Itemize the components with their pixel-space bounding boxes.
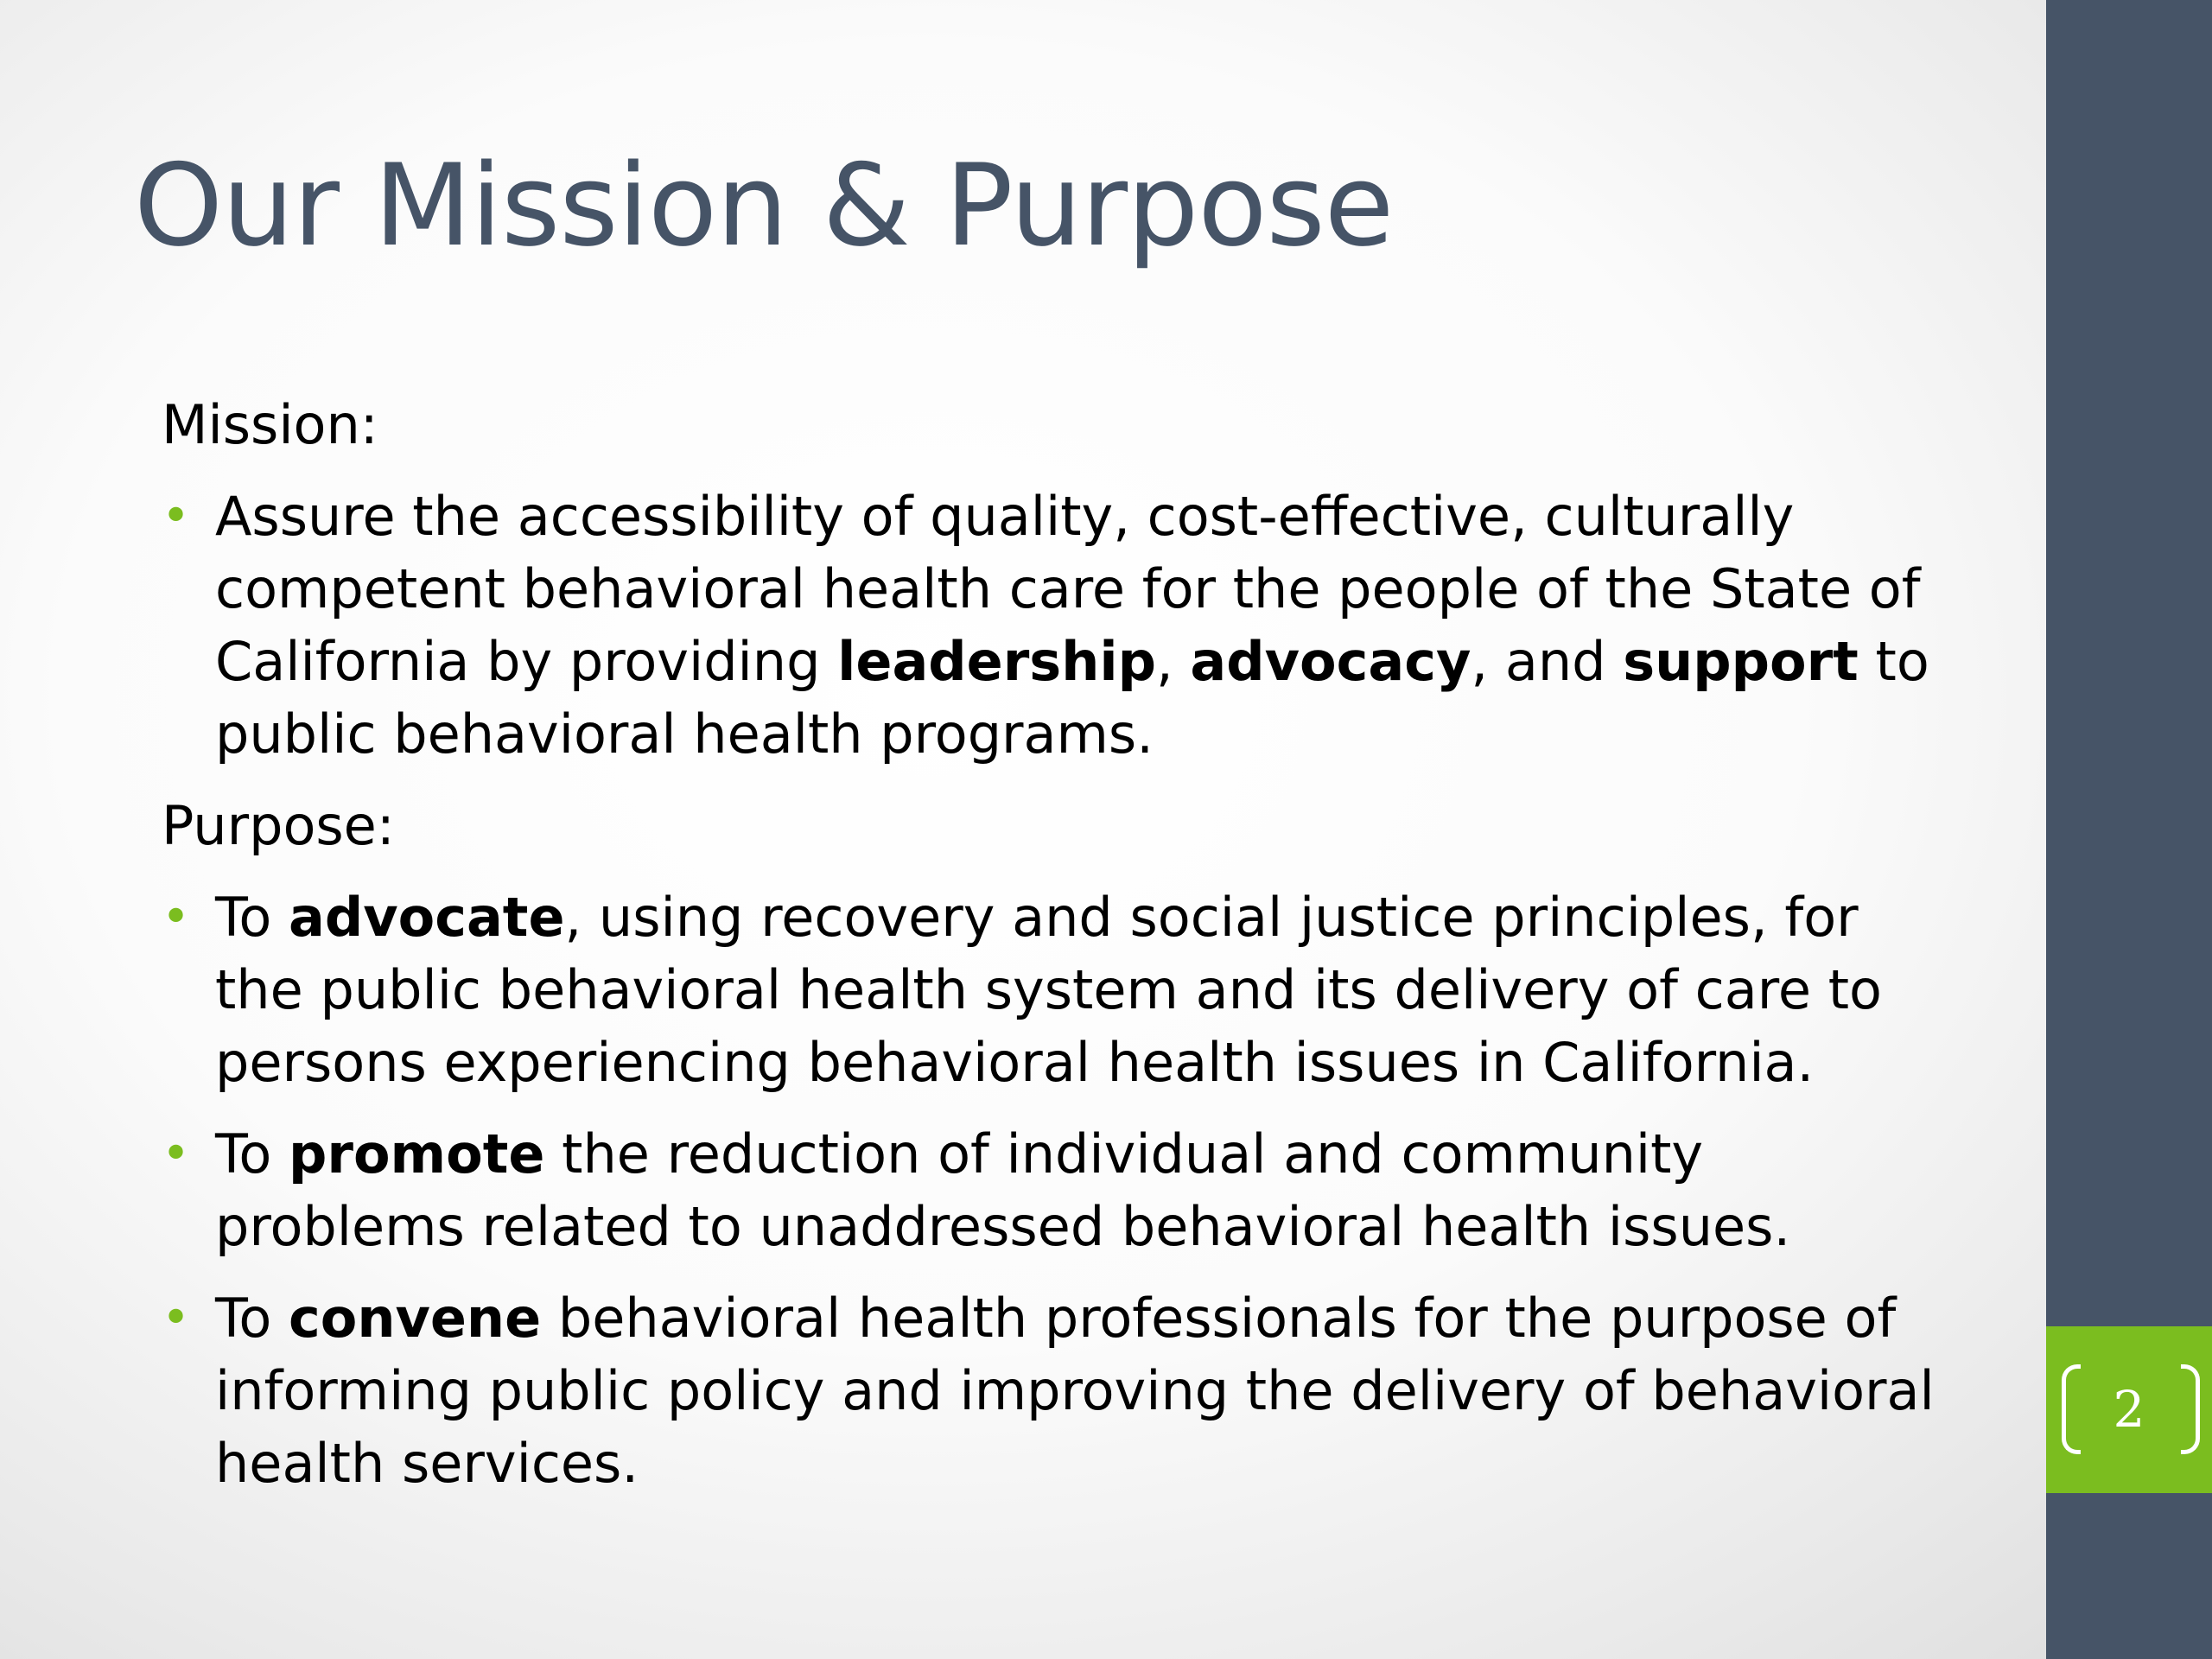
keyword-promote: promote (288, 1122, 545, 1185)
text-span: To (215, 886, 289, 949)
text-span: , and (1471, 630, 1624, 693)
purpose-bullet-convene (162, 1282, 1942, 1500)
bullet-dot-icon: • (162, 488, 191, 544)
mission-bullet (162, 480, 1942, 771)
text-span: , using recovery and social justice principles, for the public behavioral health system and its delivery of care to persons experiencing behavioral health issues in California. (215, 886, 1882, 1094)
text-span: To (215, 1122, 289, 1185)
text-span: the reduction of individual and community problems related to unaddressed behavioral health issues. (215, 1122, 1791, 1258)
purpose-bullet-advocate (162, 881, 1942, 1099)
keyword-support: support (1623, 630, 1859, 693)
page-number: 2 (2113, 1380, 2145, 1439)
slide-title: Our Mission & Purpose (134, 139, 1394, 271)
bullet-dot-icon: • (162, 1126, 191, 1182)
bullet-text (215, 886, 1882, 1094)
text-span: behavioral health professionals for the purpose of informing public policy and improving the delivery of behavioral health services. (215, 1287, 1935, 1495)
right-brace-icon (2181, 1364, 2200, 1454)
purpose-bullet-promote (162, 1118, 1942, 1263)
text-span: , (1155, 630, 1191, 693)
page-number-box (2046, 1326, 2212, 1493)
keyword-convene: convene (288, 1287, 542, 1350)
text-span: Assure the accessibility of quality, cost-effective, culturally competent behavioral health care for the people of the State of California by providing (215, 485, 1921, 693)
keyword-advocate: advocate (288, 886, 565, 949)
keyword-leadership: leadership (837, 630, 1156, 693)
mission-heading: Mission: (162, 393, 378, 456)
purpose-heading: Purpose: (162, 794, 395, 857)
text-span: To (215, 1287, 289, 1350)
bullet-text (215, 485, 1929, 766)
bullet-dot-icon: • (162, 1290, 191, 1346)
slide-content (162, 389, 1942, 1519)
bullet-dot-icon: • (162, 889, 191, 945)
bullet-text (215, 1287, 1935, 1495)
keyword-advocacy: advocacy (1190, 630, 1471, 693)
bullet-text (215, 1122, 1790, 1258)
text-span: to public behavioral health programs. (215, 630, 1929, 766)
